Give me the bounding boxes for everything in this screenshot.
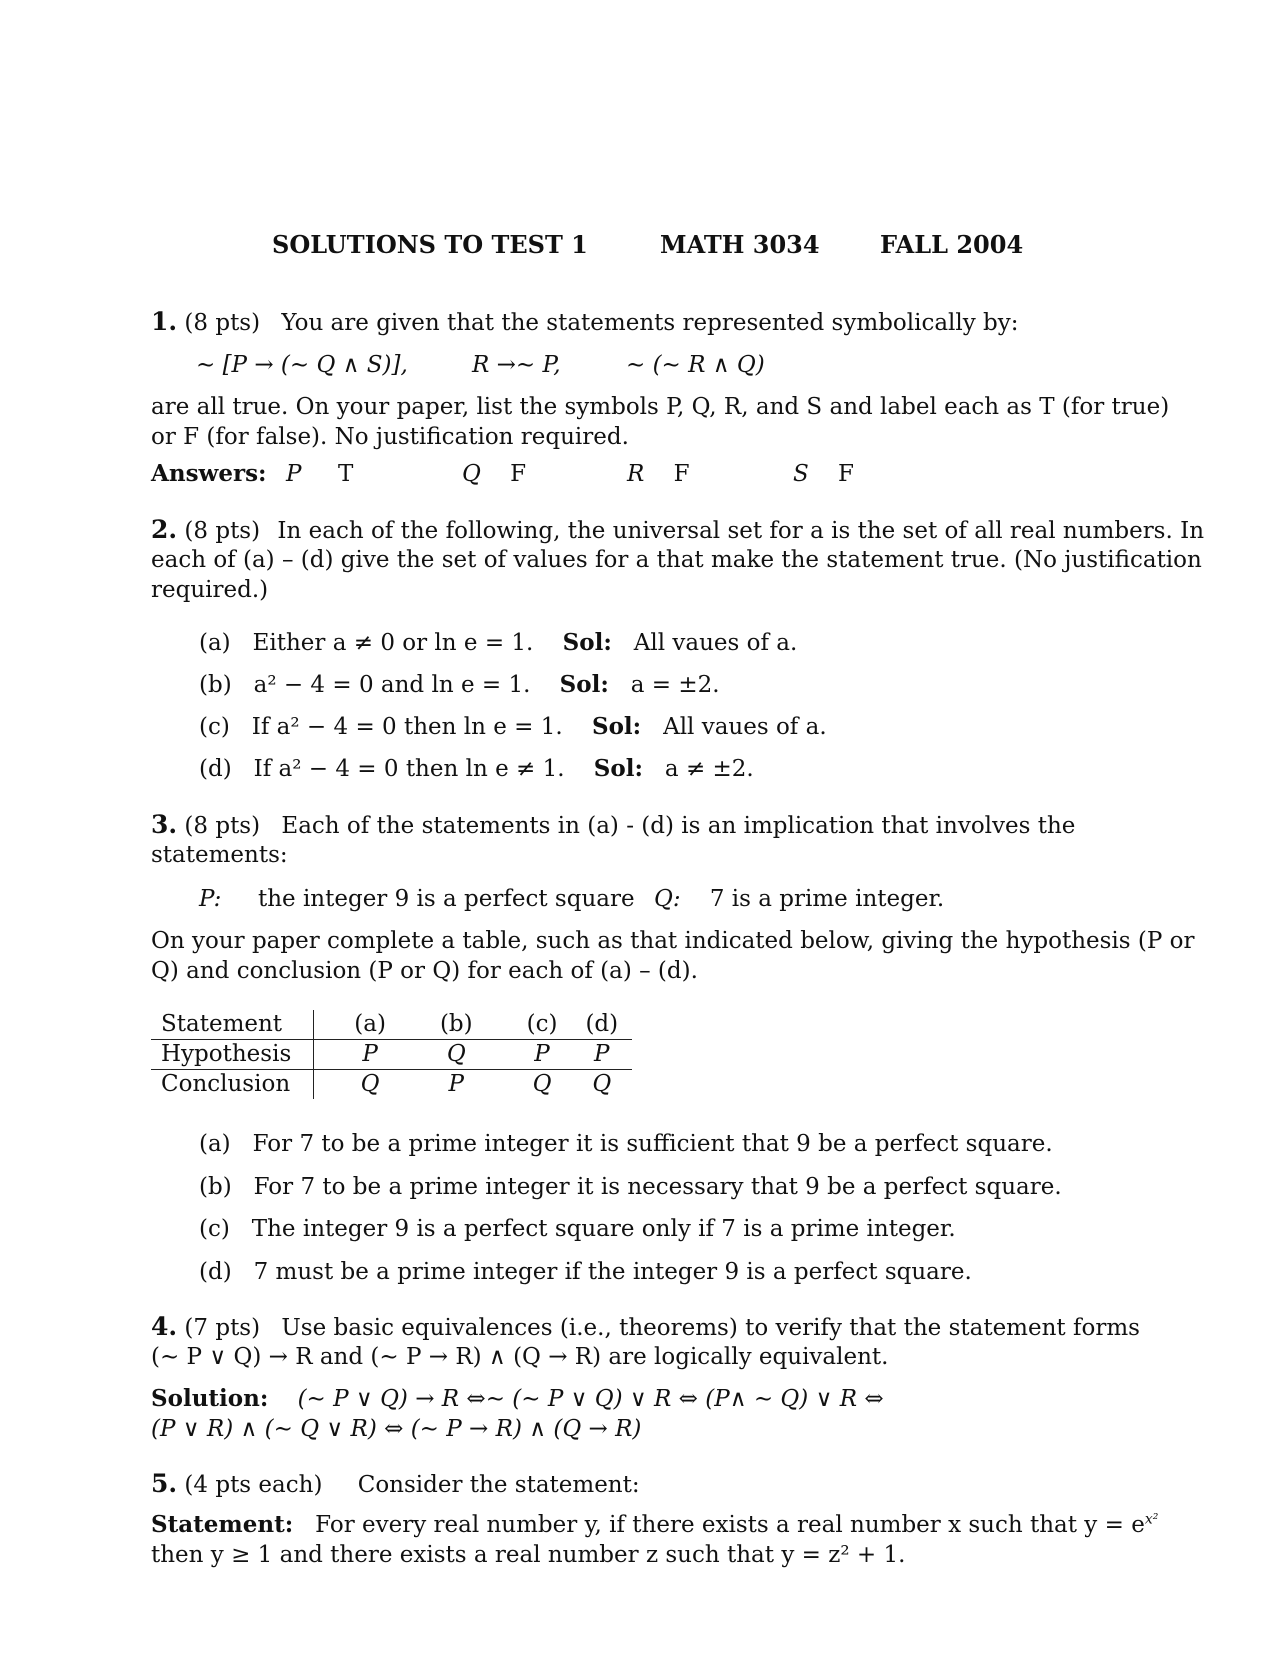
table-header-cell: (a) [354,1011,386,1037]
doc-title: SOLUTIONS TO TEST 1 [272,230,588,259]
q1-answers [151,459,267,489]
q3-q-label: Q: [654,886,681,912]
table-cell: P [314,1040,400,1070]
q5-statement-line-2: then y ≥ 1 and there exists a real number z such that y = z² + 1. [151,1542,906,1568]
q2-item-a-sol-label: Sol: [562,629,612,656]
table-header-cell: (c) [526,1011,558,1037]
q4-number: 4. [151,1312,178,1341]
q5-heading [151,1469,640,1500]
answer-p [286,459,353,489]
q1-number: 1. [151,307,178,336]
q4-text-1: Use basic equivalences (i.e., theorems) to verify that the statement forms [281,1315,1140,1341]
q2-item-a-sol: All vaues of a. [633,630,798,656]
q4-solution-line-2: (P ∨ R) ∧ (∼ Q ∨ R) ⇔ (∼ P → R) ∧ (Q → R) [151,1416,642,1442]
q5-exponent: x² [1144,1511,1159,1528]
term: FALL 2004 [880,230,1024,259]
table-row [151,1070,632,1100]
q2-item-c-statement: If a² − 4 = 0 then ln e = 1. [251,714,563,740]
q3-p-label: P: [199,886,222,912]
q2-item-a-label: (a) [199,630,231,656]
q1-statement-1: ∼ [P → (∼ Q ∧ S)], [196,352,408,378]
q3-q-text: 7 is a prime integer. [709,886,945,912]
q5-statement-line-1: For every real number y, if there exists a real number x such that y = e [315,1512,1145,1538]
q3-heading [151,810,1075,841]
answer-q [462,459,526,489]
q4-points: (7 pts) [184,1315,261,1341]
table-cell: P [448,1071,465,1097]
q3-statement-q [654,884,944,914]
q3-item-d [199,1257,972,1287]
q2-item-d-sol-label: Sol: [593,755,643,782]
q2-item-c-sol-label: Sol: [591,713,642,740]
q2-text-3: required.) [151,577,269,603]
table-header-cell: (b) [439,1011,473,1037]
q3-number: 3. [151,810,178,839]
q2-item-b-label: (b) [199,672,232,698]
q2-text-1: In each of the following, the universal set for a is the set of all real numbers. In [277,518,1205,544]
q3-item-d-text: 7 must be a prime integer if the integer 9 is a perfect square. [253,1259,972,1285]
q2-item-c [199,712,827,742]
q4-solution-label: Solution: [151,1385,269,1412]
q3-item-b [199,1172,1062,1202]
table-header-cell: Statement [151,1010,314,1040]
q1-heading [151,307,1019,338]
q4-heading [151,1312,1140,1343]
table-cell: P [487,1040,572,1070]
q3-item-a [199,1129,1053,1159]
q2-number: 2. [151,515,178,544]
table-cell: Q [360,1071,380,1097]
table-header-cell: (d) [585,1011,619,1037]
answer-p-value: T [338,461,354,487]
q3-text-2: statements: [151,842,288,868]
q2-item-a-statement: Either a ≠ 0 or ln e = 1. [252,630,534,656]
q3-text-4: Q) and conclusion (P or Q) for each of (a) – (d). [151,958,698,984]
q2-item-d-label: (d) [199,756,232,782]
q2-item-d [199,754,754,784]
q3-item-a-label: (a) [199,1131,231,1157]
answer-r-value: F [673,461,690,487]
course-code: MATH 3034 [660,230,820,259]
q5-number: 5. [151,1469,178,1498]
answers-label: Answers: [151,460,267,487]
q2-heading [151,515,1204,546]
table-cell: P [571,1040,632,1070]
q5-intro: Consider the statement: [357,1472,640,1498]
table-cell: Q [532,1071,552,1097]
q2-item-d-sol: a ≠ ±2. [664,756,754,782]
q2-text-2: each of (a) – (d) give the set of values for a that make the statement true. (No justification [151,547,1202,573]
table-cell: Q [400,1040,487,1070]
answer-p-symbol: P [286,461,302,487]
q2-item-b-sol-label: Sol: [559,671,609,698]
q2-item-b-statement: a² − 4 = 0 and ln e = 1. [253,672,531,698]
q3-item-c-label: (c) [199,1216,230,1242]
q3-item-c [199,1214,956,1244]
q3-item-b-label: (b) [199,1174,232,1200]
answer-r-symbol: R [627,461,645,487]
q4-text-2: (∼ P ∨ Q) → R and (∼ P → R) ∧ (Q → R) are logically equivalent. [151,1344,889,1370]
table-row [151,1040,632,1070]
table-row-label: Conclusion [151,1070,314,1100]
q2-item-c-label: (c) [199,714,230,740]
answer-s-symbol: S [793,461,809,487]
answer-q-value: F [510,461,527,487]
q3-item-d-label: (d) [199,1259,232,1285]
q2-item-b-sol: a = ±2. [630,672,720,698]
hypothesis-conclusion-table [151,1010,632,1099]
answer-s [793,459,854,489]
q1-points: (8 pts) [184,310,261,336]
q2-item-b [199,670,720,700]
q1-text-1: are all true. On your paper, list the symbols P, Q, R, and S and label each as T (for true) [151,394,1170,420]
q1-text-2: or F (for false). No justification required. [151,424,629,450]
q3-points: (8 pts) [184,813,261,839]
q3-text-1: Each of the statements in (a) - (d) is an implication that involves the [281,813,1076,839]
q2-item-c-sol: All vaues of a. [663,714,827,740]
table-header-row [151,1010,632,1040]
q2-item-d-statement: If a² − 4 = 0 then ln e ≠ 1. [253,756,565,782]
q3-p-text: the integer 9 is a perfect square [257,886,635,912]
q3-item-a-text: For 7 to be a prime integer it is sufficient that 9 be a perfect square. [252,1131,1053,1157]
q4-solution-line-1: (∼ P ∨ Q) → R ⇔∼ (∼ P ∨ Q) ∨ R ⇔ (P∧ ∼ Q) ∨ R ⇔ [297,1386,884,1412]
q2-item-a [199,628,797,658]
table-cell: Q [592,1071,612,1097]
answer-q-symbol: Q [462,461,481,487]
q3-statement-p [199,884,635,914]
q5-statement-label: Statement: [151,1511,294,1538]
q5-statement [151,1510,1158,1540]
q3-item-b-text: For 7 to be a prime integer it is necessary that 9 be a perfect square. [253,1174,1062,1200]
q5-points: (4 pts each) [184,1472,323,1498]
table-row-label: Hypothesis [151,1040,314,1070]
q3-item-c-text: The integer 9 is a perfect square only if 7 is a prime integer. [251,1216,956,1242]
q3-text-3: On your paper complete a table, such as that indicated below, giving the hypothesis (P or [151,928,1195,954]
answer-s-value: F [838,461,854,487]
answer-r [627,459,690,489]
q2-points: (8 pts) [184,518,261,544]
q1-statement-2: R →∼ P, [472,352,561,378]
q1-statement-3: ∼ (∼ R ∧ Q) [626,352,765,378]
q4-solution [151,1384,884,1414]
q1-intro: You are given that the statements represented symbolically by: [281,310,1019,336]
